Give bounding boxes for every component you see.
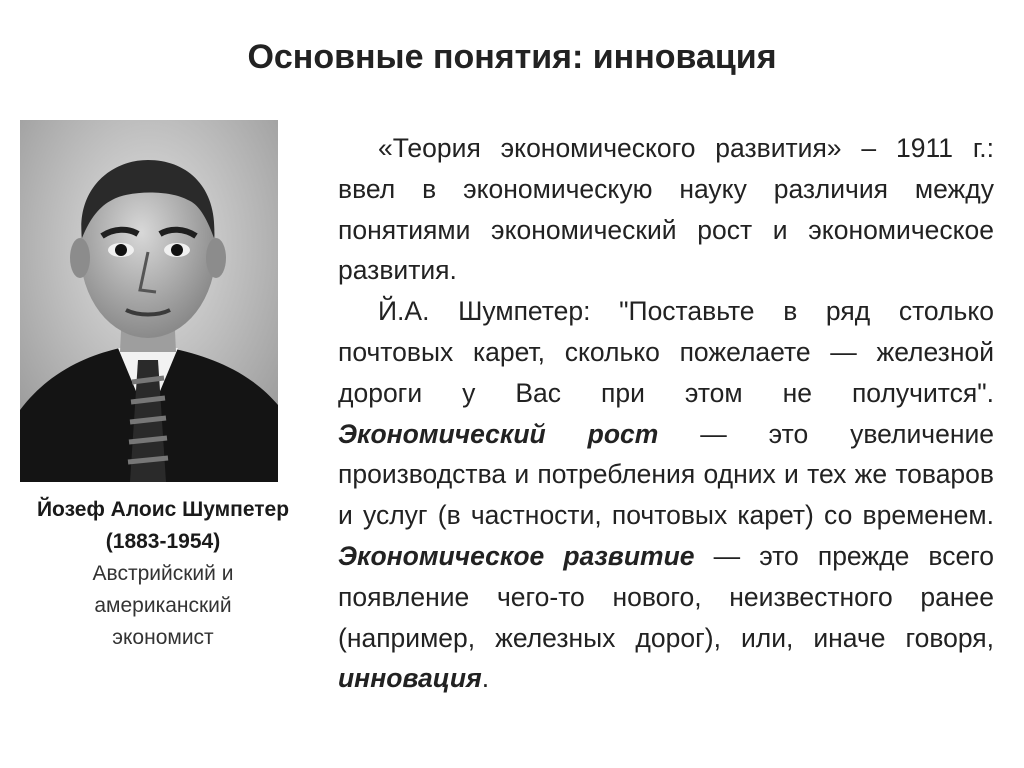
person-years: (1883-1954) <box>105 530 221 553</box>
paragraph-quote <box>338 291 994 699</box>
slide-title: Основные понятия: инновация <box>247 38 777 76</box>
main-text <box>338 128 994 699</box>
final-period: . <box>481 663 490 694</box>
term-economic-growth: Экономический рост <box>338 418 659 449</box>
term-economic-development: Экономическое развитие <box>338 540 695 571</box>
person-name: Йозеф Алоис Шумпетер <box>36 498 290 521</box>
person-description-line1: Австрийский и <box>92 562 234 585</box>
portrait-photo-icon <box>20 120 278 482</box>
person-description-line2: американский <box>94 594 232 617</box>
portrait-photo <box>20 120 278 482</box>
paragraph-theory: «Теория экономического развития» – 1911 г.: ввел в экономическую науку различия между понятиями экономический рост и экономическое развития. <box>338 133 994 286</box>
person-description-line3: экономист <box>112 626 214 649</box>
development-definition: — это прежде всего появление чего-то нового, неизвестного ранее (например, железных дорог), или, иначе говоря, <box>338 540 995 653</box>
quote-text: Й.А. Шумпетер: "Поставьте в ряд столько почтовых карет, сколько пожелаете — железной дороги у Вас при этом не получится". <box>338 296 994 408</box>
portrait-caption <box>8 494 318 654</box>
growth-definition: — это увеличение производства и потребления одних и тех же товаров и услуг (в частности, почтовых карет) со временем. <box>338 418 994 531</box>
term-innovation: инновация <box>338 663 482 694</box>
